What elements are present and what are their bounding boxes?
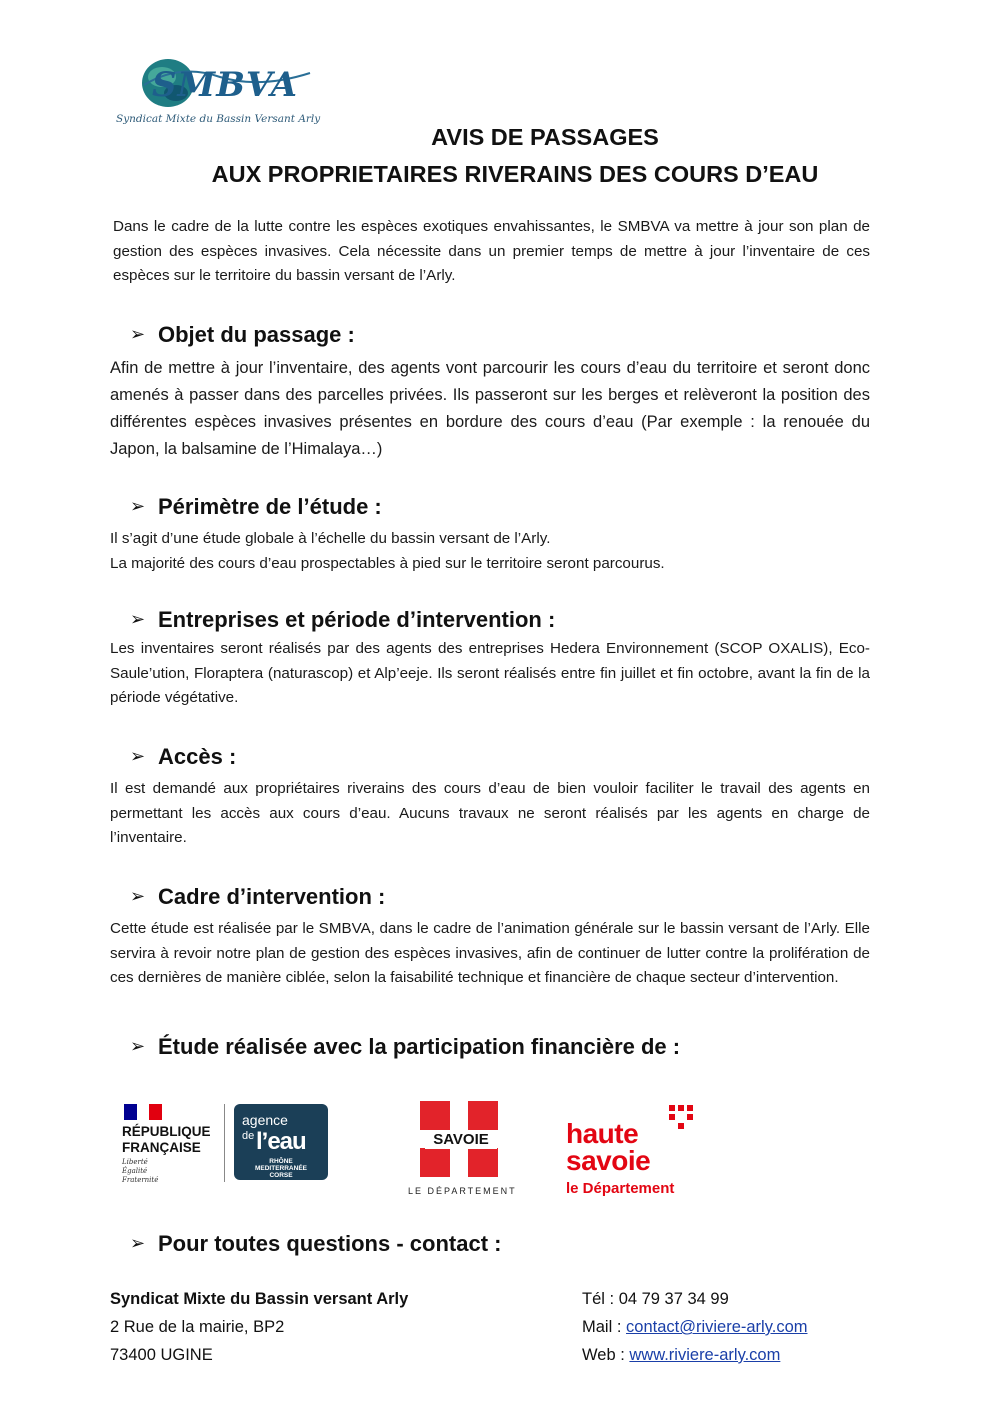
logo-subtitle: Syndicat Mixte du Bassin Versant Arly — [116, 113, 321, 125]
tel-label: Tél : — [582, 1290, 619, 1308]
logo-divider — [224, 1104, 225, 1182]
haute-savoie-cross-icon — [669, 1105, 693, 1135]
arrowhead-icon: ➢ — [130, 1233, 146, 1253]
logo-acronym: SMBVA — [152, 65, 299, 105]
heading-financement-text: Étude réalisée avec la participation financière de : — [158, 1034, 681, 1059]
agence-region — [238, 1158, 324, 1179]
savoie-name: SAVOIE — [425, 1131, 497, 1149]
arrowhead-icon: ➢ — [130, 324, 146, 344]
contact-org: Syndicat Mixte du Bassin versant Arly — [110, 1290, 409, 1308]
arrowhead-icon: ➢ — [130, 746, 146, 766]
agence-region-3: CORSE — [269, 1172, 293, 1179]
arrowhead-icon: ➢ — [130, 609, 146, 629]
rf-motto — [122, 1158, 158, 1185]
intro-paragraph: Dans le cadre de la lutte contre les espèces exotiques envahissantes, le SMBVA va mettre à jour son plan de gestion des espèces invasives. Cela nécessite dans un premier temps de mettre à jour l’inventaire de ces espèces sur le territoire du bassin versant de l’Arly. — [113, 218, 870, 284]
body-objet: Afin de mettre à jour l’inventaire, des agents vont parcourir les cours d’eau du territoire et seront donc amenés à passer dans des parcelles privées. Ils passeront sur les berges et relèveront la position des différentes espèces invasives présentes en bordure des cours d’eau (Par exemple : la renouée du Japon, la balsamine de l’Himalaya…) — [110, 359, 870, 458]
contact-details — [582, 1285, 808, 1369]
perimetre-line-1: Il s’agit d’une étude globale à l’échelle du bassin versant de l’Arly. — [110, 530, 551, 547]
title-line-2: AUX PROPRIETAIRES RIVERAINS DES COURS D’EAU — [211, 161, 819, 187]
web-label: Web : — [582, 1346, 630, 1364]
rf-line-1: RÉPUBLIQUE — [122, 1124, 211, 1139]
agence-region-1: RHÔNE — [269, 1158, 293, 1165]
tel-value: 04 79 37 34 99 — [618, 1290, 729, 1308]
heading-acces-text: Accès : — [158, 744, 237, 769]
rf-motto-2: Égalité — [122, 1167, 148, 1175]
republique-francaise-logo — [122, 1124, 211, 1156]
heading-acces — [130, 744, 236, 770]
heading-contact-text: Pour toutes questions - contact : — [158, 1231, 502, 1256]
title-line-1: AVIS DE PASSAGES — [431, 124, 659, 150]
agence-word-3: l’eau — [256, 1128, 306, 1155]
heading-objet-text: Objet du passage : — [158, 322, 355, 347]
heading-perimetre-text: Périmètre de l’étude : — [158, 494, 382, 519]
heading-cadre — [130, 884, 385, 910]
heading-perimetre — [130, 494, 382, 520]
agence-de-leau-logo — [234, 1104, 328, 1180]
marianne-flag-icon — [124, 1104, 162, 1120]
heading-cadre-text: Cadre d’intervention : — [158, 884, 386, 909]
rf-line-2: FRANÇAISE — [122, 1140, 201, 1155]
rf-motto-1: Liberté — [122, 1158, 148, 1166]
haute-savoie-line-1: haute — [566, 1118, 639, 1149]
heading-contact — [130, 1231, 501, 1257]
agence-region-2: MEDITERRANÉE — [254, 1165, 307, 1172]
contact-address-1: 2 Rue de la mairie, BP2 — [110, 1318, 285, 1336]
agence-word-1: agence — [242, 1112, 288, 1128]
arrowhead-icon: ➢ — [130, 886, 146, 906]
haute-savoie-line-2: savoie — [566, 1145, 651, 1176]
heading-objet — [130, 322, 355, 348]
body-cadre: Cette étude est réalisée par le SMBVA, dans le cadre de l’animation générale sur le bassin versant de l’Arly. Elle servira à revoir notre plan de gestion des espèces invasives, afin de continuer de lutter contre la prolifération de ces dernières de manière ciblée, selon la faisabilité technique et financière de chaque secteur d’intervention. — [110, 920, 870, 986]
body-entreprises: Les inventaires seront réalisés par des agents des entreprises Hedera Environnement (SCOP OXALIS), Eco-Saule’ution, Floraptera (naturascop) et Alp’eeje. Ils seront réalisés entre fin juillet et fin octobre, avant la fin de la période végétative. — [110, 640, 870, 706]
heading-entreprises-text: Entreprises et période d’intervention : — [158, 607, 556, 632]
contact-address — [110, 1285, 408, 1369]
mail-link[interactable]: contact@riviere-arly.com — [626, 1318, 808, 1336]
body-perimetre — [110, 527, 870, 576]
contact-address-2: 73400 UGINE — [110, 1346, 213, 1364]
mail-label: Mail : — [582, 1318, 627, 1336]
contact-web — [582, 1341, 808, 1369]
body-acces: Il est demandé aux propriétaires riverains des cours d’eau de bien vouloir faciliter le travail des agents en permettant les accès aux cours d’eau. Aucuns travaux ne seront réalisés par les agents en charge de l’inventaire. — [110, 780, 870, 846]
contact-mail — [582, 1313, 808, 1341]
perimetre-line-2: La majorité des cours d’eau prospectables à pied sur le territoire seront parcourus. — [110, 554, 665, 572]
heading-financement — [130, 1034, 680, 1060]
heading-entreprises — [130, 607, 555, 633]
arrowhead-icon: ➢ — [130, 496, 146, 516]
web-link[interactable]: www.riviere-arly.com — [629, 1346, 781, 1364]
rf-motto-3: Fraternité — [122, 1176, 159, 1184]
arrowhead-icon: ➢ — [130, 1036, 146, 1056]
haute-savoie-departement: le Département — [566, 1180, 675, 1197]
contact-tel — [582, 1285, 808, 1313]
agence-word-2: de — [242, 1130, 255, 1142]
savoie-departement: LE DÉPARTEMENT — [408, 1186, 517, 1196]
